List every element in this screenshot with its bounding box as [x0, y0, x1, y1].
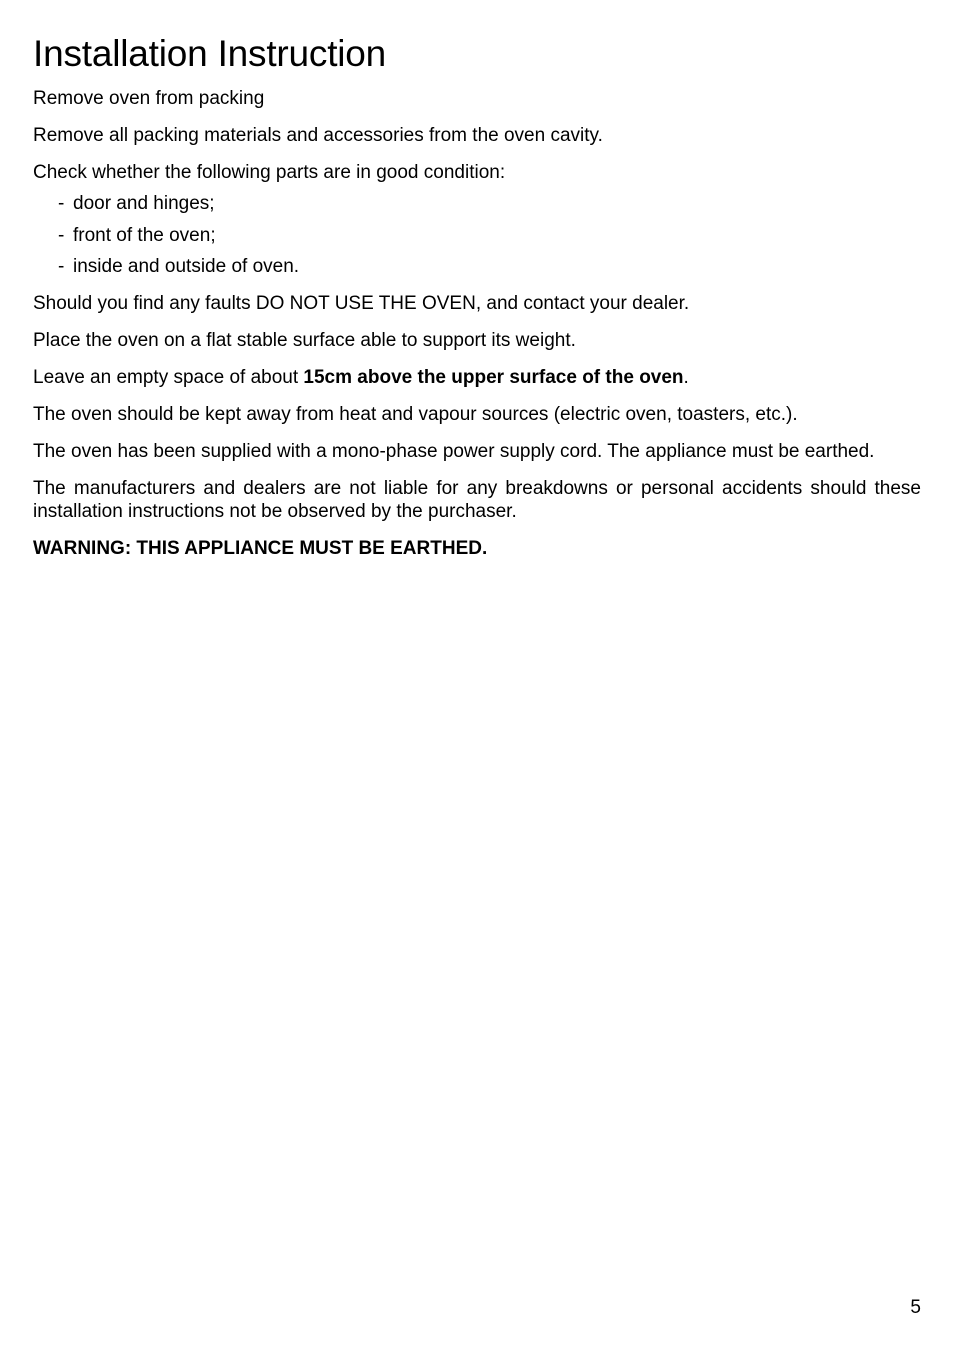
- remove-packing-text: Remove oven from packing: [33, 88, 265, 109]
- faults-text: Should you find any faults DO NOT USE THE OVEN, and contact your dealer.: [33, 293, 690, 314]
- power-text: The oven has been supplied with a mono-phase power supply cord. The appliance must be earthed.: [33, 441, 875, 462]
- warning-text: WARNING: THIS APPLIANCE MUST BE EARTHED.: [33, 538, 488, 559]
- remove-materials-text: Remove all packing materials and accessories from the oven cavity.: [33, 125, 603, 146]
- list-item-text: inside and outside of oven.: [73, 256, 300, 277]
- list-dash: -: [58, 224, 65, 246]
- liability-text: The manufacturers and dealers are not liable for any breakdowns or personal accidents should these installation instructions not be observed by the purchaser.: [33, 478, 921, 522]
- space-bold: 15cm above the upper surface of the oven: [303, 367, 684, 388]
- check-list: [33, 192, 921, 278]
- list-item-text: door and hinges;: [73, 193, 215, 214]
- list-dash: -: [58, 193, 65, 214]
- list-dash: -: [58, 256, 65, 277]
- document-page: [33, 32, 921, 574]
- check-parts-text: Check whether the following parts are in good condition:: [33, 162, 506, 183]
- space-prefix: Leave an empty space of about: [33, 367, 304, 388]
- space-suffix: .: [683, 367, 689, 388]
- list-item: [58, 192, 921, 215]
- page-number: 5: [910, 1297, 921, 1318]
- heat-sources-text: The oven should be kept away from heat and vapour sources (electric oven, toasters, etc.).: [33, 404, 798, 425]
- page-title: Installation Instruction: [33, 33, 387, 74]
- list-item: [58, 224, 921, 247]
- list-item-text: front of the oven;: [73, 224, 216, 246]
- list-item: [58, 255, 921, 278]
- placement-text: Place the oven on a flat stable surface able to support its weight.: [33, 330, 576, 351]
- space-text: [33, 366, 921, 389]
